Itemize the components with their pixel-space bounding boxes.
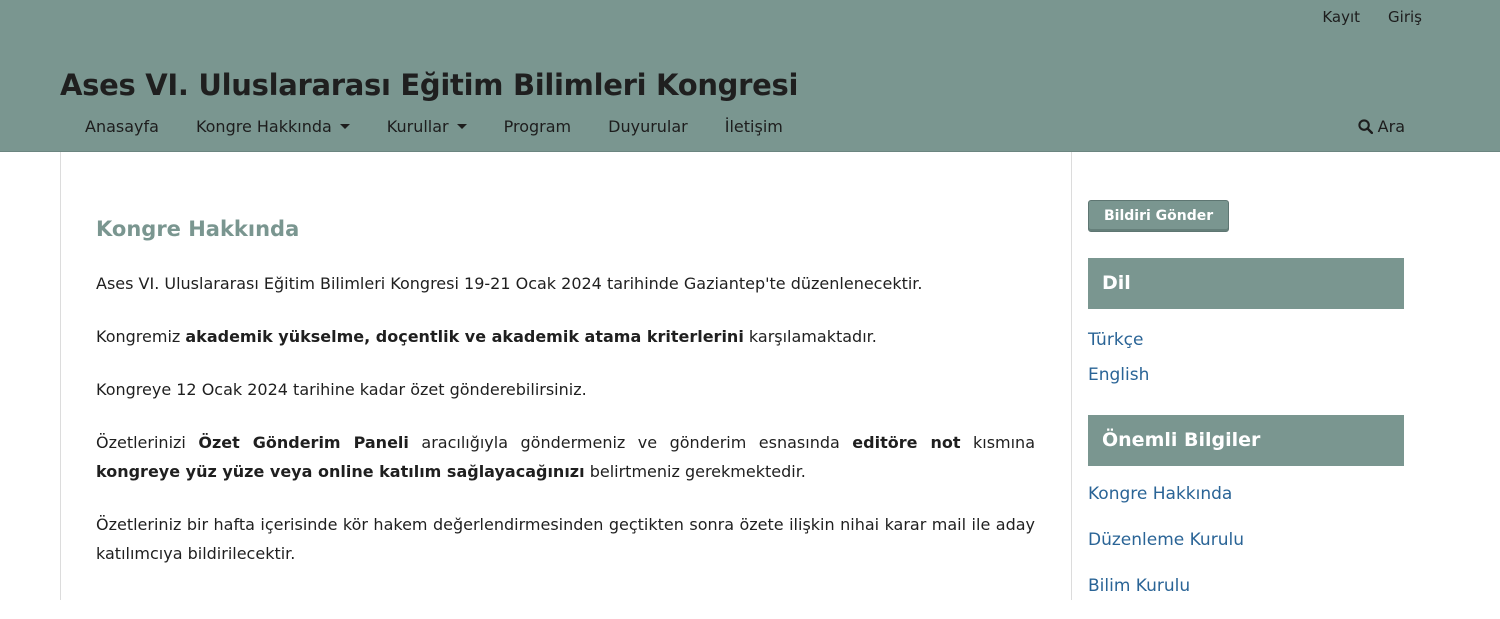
user-nav [1322,8,1422,26]
language-link-english[interactable]: English [1088,365,1150,385]
search-link[interactable] [1358,117,1405,136]
language-block [1088,258,1404,396]
paragraph-4: Özetlerinizi Özet Gönderim Paneli aracılığıyla göndermeniz ve gönderim esnasında editöre not kısmına kongreye yüz yüze veya online katılım sağlayacağınızı belirtmeniz gerekmektedir. [96,433,1035,481]
important-info-title: Önemli Bilgiler [1088,415,1404,466]
search-label: Ara [1377,117,1405,136]
nav-about[interactable] [196,117,350,136]
sidebar [1088,200,1404,596]
login-link[interactable]: Giriş [1388,8,1422,26]
main-content [96,214,1035,592]
language-link-turkish[interactable]: Türkçe [1088,330,1144,350]
paragraph-3: Kongreye 12 Ocak 2024 tarihine kadar özet gönderebilirsiniz. [96,380,587,399]
nav-contact[interactable]: İletişim [724,117,783,136]
paragraph-1: Ases VI. Uluslararası Eğitim Bilimleri Kongresi 19-21 Ocak 2024 tarihinde Gaziantep'te düzenlenecektir. [96,274,923,293]
nav-announcements[interactable]: Duyurular [608,117,688,136]
nav-program[interactable]: Program [503,117,572,136]
site-header [0,0,1500,152]
nav-about-label: Kongre Hakkında [195,117,332,136]
paragraph-5: Özetleriniz bir hafta içerisinde kör hakem değerlendirmesinden geçtikten sonra özete ilişkin nihai karar mail ile aday katılımcıya bildirilecektir. [96,515,1035,563]
register-link[interactable]: Kayıt [1322,8,1361,26]
language-block-title: Dil [1088,258,1404,309]
nav-committees[interactable] [387,117,467,136]
info-link-scientific-committee[interactable]: Bilim Kurulu [1088,576,1191,596]
site-title[interactable]: Ases VI. Uluslararası Eğitim Bilimleri Kongresi [60,68,799,102]
main-nav [85,117,820,136]
paragraph-2: Kongremiz akademik yükselme, doçentlik ve akademik atama kriterlerini karşılamaktadır. [96,327,877,346]
nav-home[interactable]: Anasayfa [85,117,159,136]
info-link-organizing-committee[interactable]: Düzenleme Kurulu [1088,530,1244,550]
info-link-about[interactable]: Kongre Hakkında [1088,484,1233,504]
chevron-down-icon [457,124,467,129]
search-icon [1358,119,1373,134]
important-info-block [1088,415,1404,619]
page-title: Kongre Hakkında [96,217,300,241]
nav-committees-label: Kurullar [386,117,449,136]
chevron-down-icon [340,124,350,129]
submit-paper-button[interactable]: Bildiri Gönder [1088,200,1229,232]
